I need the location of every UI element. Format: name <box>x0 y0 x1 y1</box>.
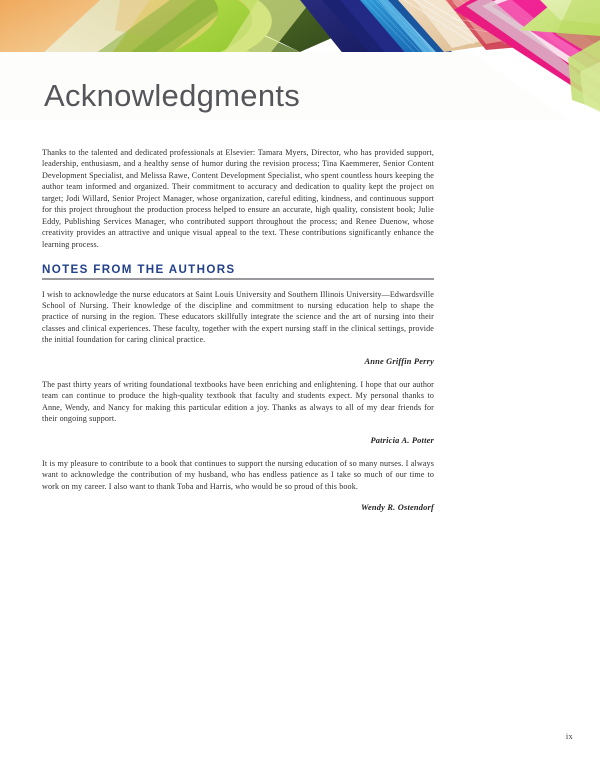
author-note-text: It is my pleasure to contribute to a book that continues to support the nursing education of so many nurses. I always want to acknowledge the contribution of my husband, who has endless patience as I take so much of our time to work on my career. I also want to thank Toba and Harris, who would be so proud of this book. <box>42 458 434 491</box>
author-note <box>42 458 434 512</box>
author-note-text: I wish to acknowledge the nurse educators at Saint Louis University and Southern Illinois University—Edwardsville School of Nursing. Their knowledge of the discipline and commitment to nursing education help to shape the practice of nursing in the region. These educators skillfully integrate the science and the art of nursing into their classes and clinical experiences. These faculty, together with the expert nursing staff in the clinical settings, provide the initial foundation for caring clinical practice. <box>42 289 434 345</box>
page-number: ix <box>565 732 573 741</box>
page-title: Acknowledgments <box>44 78 301 113</box>
page-content <box>42 147 434 512</box>
author-signature: Anne Griffin Perry <box>364 356 434 366</box>
author-note <box>42 379 434 445</box>
author-note-text: The past thirty years of writing foundational textbooks have been enriching and enlightening. I hope that our author team can continue to produce the high-quality textbook that faculty and students expect. My personal thanks to Anne, Wendy, and Nancy for making this particular edition a joy. Thanks as always to all of my dear friends for their ongoing support. <box>42 379 434 424</box>
section-heading: NOTES FROM THE AUTHORS <box>42 263 236 277</box>
author-signature: Patricia A. Potter <box>370 435 434 445</box>
section-divider <box>42 278 434 280</box>
intro-paragraph: Thanks to the talented and dedicated professionals at Elsevier: Tamara Myers, Director, who has provided support, leadership, enthusiasm, and a healthy sense of humor during the revision process; Tina Kaemmerer, Senior Content Development Specialist, and Melissa Rawe, Content Development Specialist, who spent countless hours keeping the author team informed and organized. Their commitment to accuracy and dedication to quality kept the project on target; Jodi Willard, Senior Project Manager, whose organization, careful editing, kindness, and continuous support for this project throughout the production process helped to ensure an accurate, high quality, consistent book; Julie Eddy, Publishing Services Manager, who contributed support throughout the process; and Renee Duenow, whose creativity provides an attractive and unique visual appeal to the text. These contributions significantly enhance the learning process. <box>42 148 434 249</box>
author-signature: Wendy R. Ostendorf <box>360 503 434 513</box>
author-note <box>42 289 434 366</box>
notes-section-header <box>42 263 434 280</box>
